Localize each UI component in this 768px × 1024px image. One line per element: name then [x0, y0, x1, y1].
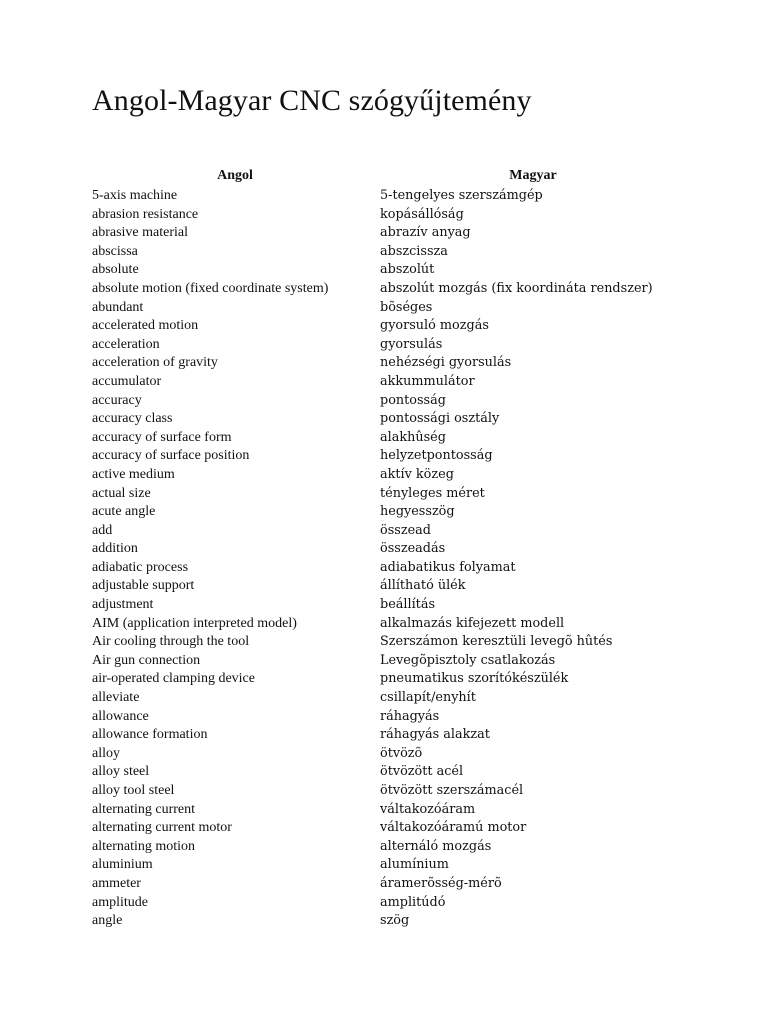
- english-term: angle: [92, 913, 123, 929]
- hungarian-term: alkalmazás kifejezett modell: [380, 615, 565, 631]
- english-term: acute angle: [92, 504, 156, 520]
- hungarian-term: alternáló mozgás: [380, 838, 492, 854]
- table-row: [92, 410, 652, 429]
- hungarian-term: Szerszámon keresztüli levegõ hûtés: [380, 634, 613, 650]
- english-term: 5-axis machine: [92, 188, 178, 203]
- hungarian-term: beállítás: [380, 597, 436, 613]
- hungarian-term: adiabatikus folyamat: [380, 559, 516, 575]
- english-term: accumulator: [92, 373, 162, 389]
- hungarian-term: gyorsuló mozgás: [380, 318, 489, 334]
- table-row: [92, 615, 652, 634]
- column-header-hungarian: Magyar: [509, 168, 557, 183]
- hungarian-term: bõséges: [380, 299, 433, 315]
- table-row: [92, 187, 652, 206]
- hungarian-term: nehézségi gyorsulás: [380, 355, 512, 371]
- table-row: [92, 670, 652, 689]
- hungarian-term: összeadás: [380, 541, 446, 557]
- table-row: [92, 745, 652, 764]
- english-term: abundant: [92, 299, 144, 315]
- english-term: alleviate: [92, 690, 140, 706]
- hungarian-term: pontossági osztály: [380, 411, 500, 427]
- hungarian-term: csillapít/enyhít: [380, 690, 476, 706]
- table-row: [92, 261, 652, 280]
- table-row: [92, 485, 652, 504]
- english-term: accelerated motion: [92, 318, 199, 334]
- hungarian-term: áramerõsség-mérõ: [380, 875, 502, 891]
- table-row: [92, 224, 652, 243]
- table-row: [92, 689, 652, 708]
- hungarian-term: szög: [380, 913, 410, 929]
- hungarian-term: váltakozóáramú motor: [380, 820, 527, 836]
- english-term: alternating current motor: [92, 820, 232, 836]
- hungarian-term: pontosság: [380, 392, 446, 408]
- english-term: alternating motion: [92, 838, 196, 854]
- column-header-english: Angol: [217, 168, 253, 183]
- table-row: [92, 856, 652, 875]
- table-row: [92, 894, 652, 913]
- hungarian-term: hegyesszög: [380, 504, 455, 520]
- english-term: alloy: [92, 745, 120, 761]
- english-term: accuracy class: [92, 411, 173, 427]
- hungarian-term: abszcissza: [380, 243, 448, 259]
- table-row: [92, 559, 652, 578]
- glossary-rows: [92, 187, 652, 931]
- hungarian-term: ráhagyás alakzat: [380, 727, 490, 743]
- english-term: allowance: [92, 708, 149, 724]
- english-term: alloy tool steel: [92, 783, 175, 798]
- english-term: acceleration: [92, 336, 160, 352]
- table-row: [92, 782, 652, 801]
- table-row: [92, 429, 652, 448]
- table-row: [92, 299, 652, 318]
- english-term: allowance formation: [92, 727, 208, 743]
- english-term: adiabatic process: [92, 559, 189, 575]
- english-term: adjustable support: [92, 578, 195, 594]
- table-row: [92, 819, 652, 838]
- english-term: active medium: [92, 466, 175, 482]
- table-row: [92, 577, 652, 596]
- hungarian-term: kopásállóság: [380, 206, 464, 222]
- hungarian-term: abrazív anyag: [380, 225, 471, 241]
- hungarian-term: ötvözõ: [380, 745, 423, 761]
- english-term: addition: [92, 541, 138, 557]
- table-row: [92, 354, 652, 373]
- table-row: [92, 243, 652, 262]
- table-row: [92, 633, 652, 652]
- hungarian-term: aktív közeg: [380, 466, 454, 482]
- english-term: accuracy of surface position: [92, 448, 250, 464]
- hungarian-term: abszolút mozgás (fix koordináta rendszer): [380, 280, 653, 296]
- hungarian-term: 5-tengelyes szerszámgép: [380, 188, 543, 203]
- hungarian-term: amplitúdó: [380, 894, 446, 910]
- table-header-row: [92, 168, 652, 187]
- table-row: [92, 838, 652, 857]
- english-term: add: [92, 522, 113, 538]
- table-row: [92, 206, 652, 225]
- table-row: [92, 373, 652, 392]
- table-row: [92, 392, 652, 411]
- table-row: [92, 708, 652, 727]
- hungarian-term: helyzetpontosság: [380, 448, 493, 464]
- english-term: aluminium: [92, 857, 153, 873]
- hungarian-term: ötvözött szerszámacél: [380, 783, 524, 798]
- english-term: acceleration of gravity: [92, 355, 218, 371]
- english-term: amplitude: [92, 894, 148, 910]
- english-term: absolute motion (fixed coordinate system): [92, 280, 329, 296]
- table-row: [92, 763, 652, 782]
- table-row: [92, 317, 652, 336]
- table-row: [92, 540, 652, 559]
- table-row: [92, 280, 652, 299]
- hungarian-term: akkummulátor: [380, 373, 475, 389]
- english-term: Air cooling through the tool: [92, 634, 250, 650]
- table-row: [92, 447, 652, 466]
- hungarian-term: állítható ülék: [380, 578, 466, 594]
- hungarian-term: alumínium: [380, 857, 449, 873]
- hungarian-term: tényleges méret: [380, 485, 485, 501]
- page-title: Angol-Magyar CNC szógyűjtemény: [92, 84, 532, 117]
- table-row: [92, 652, 652, 671]
- table-row: [92, 912, 652, 931]
- english-term: AIM (application interpreted model): [92, 615, 297, 631]
- hungarian-term: összead: [380, 522, 431, 538]
- table-row: [92, 726, 652, 745]
- english-term: actual size: [92, 485, 151, 501]
- english-term: alloy steel: [92, 764, 150, 780]
- hungarian-term: ráhagyás: [380, 708, 440, 724]
- glossary-table: [92, 168, 652, 931]
- english-term: accuracy of surface form: [92, 429, 232, 445]
- table-row: [92, 466, 652, 485]
- english-term: abscissa: [92, 243, 138, 259]
- english-term: Air gun connection: [92, 652, 201, 668]
- table-row: [92, 503, 652, 522]
- hungarian-term: Levegõpisztoly csatlakozás: [380, 652, 556, 668]
- table-row: [92, 522, 652, 541]
- english-term: abrasion resistance: [92, 206, 199, 222]
- table-row: [92, 875, 652, 894]
- table-row: [92, 596, 652, 615]
- english-term: ammeter: [92, 875, 141, 891]
- english-term: alternating current: [92, 801, 196, 817]
- english-term: abrasive material: [92, 225, 189, 241]
- table-row: [92, 801, 652, 820]
- hungarian-term: ötvözött acél: [380, 764, 464, 780]
- table-row: [92, 336, 652, 355]
- english-term: adjustment: [92, 597, 154, 613]
- english-term: absolute: [92, 262, 139, 278]
- hungarian-term: pneumatikus szorítókészülék: [380, 671, 569, 687]
- hungarian-term: váltakozóáram: [380, 801, 476, 817]
- english-term: accuracy: [92, 392, 142, 408]
- hungarian-term: abszolút: [380, 262, 435, 278]
- english-term: air-operated clamping device: [92, 671, 255, 687]
- hungarian-term: gyorsulás: [380, 336, 443, 352]
- hungarian-term: alakhûség: [380, 429, 446, 445]
